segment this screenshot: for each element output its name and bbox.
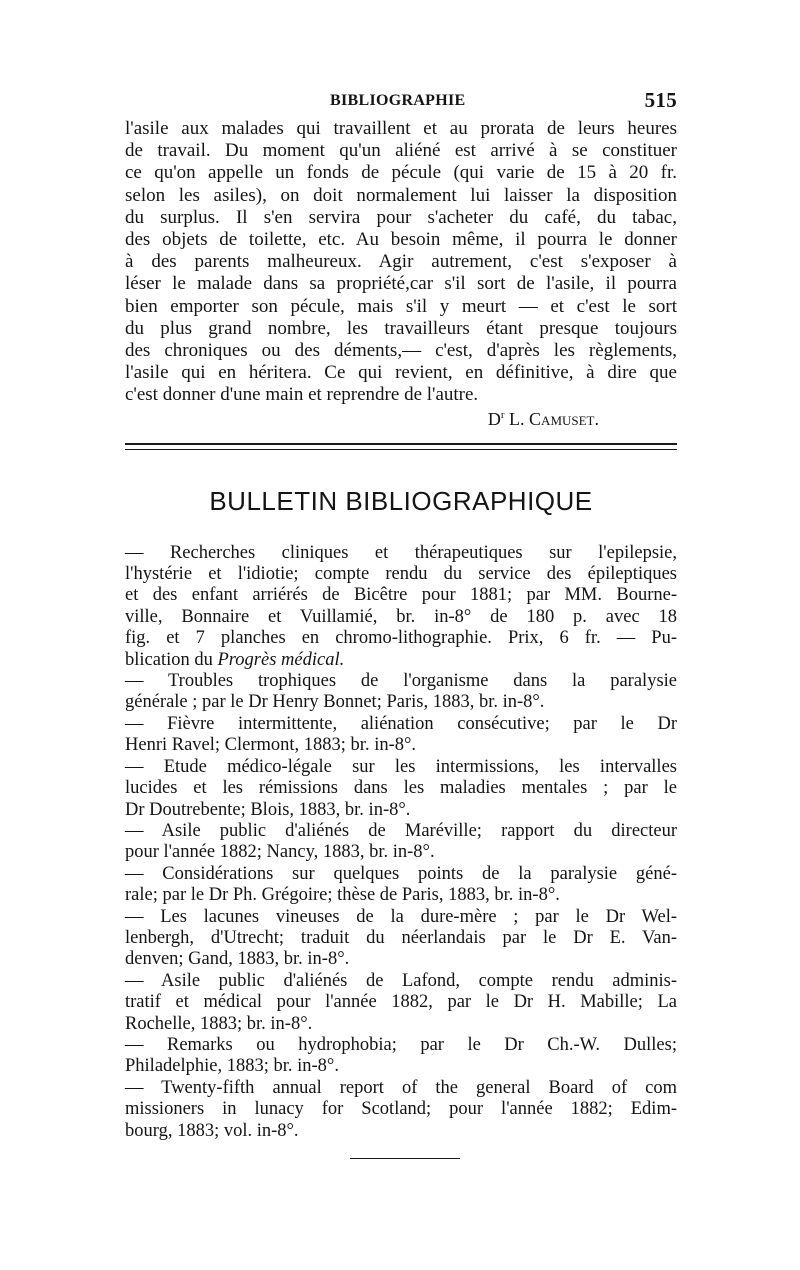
bulletin-title: BULLETIN BIBLIOGRAPHIQUE [209,485,593,516]
text-line [125,650,677,671]
bibliography-entry [125,671,677,714]
text-line: — Remarks ou hydrophobia; par le Dr Ch.-W. Dulles; [125,1034,677,1055]
text-line: tratif et médical pour l'année 1882, par le Dr H. Mabille; La [125,992,677,1013]
signature-name: Camuset. [529,408,599,429]
end-rule [350,1158,460,1159]
author-signature [125,409,677,433]
text-line: denven; Gand, 1883, br. in-8°. [125,949,350,970]
text-line: rale; par le Dr Ph. Grégoire; thèse de Paris, 1883, br. in-8°. [125,885,560,906]
bibliography-entry [125,907,677,971]
bibliography-entry [125,971,677,1035]
bibliography-entry [125,1035,677,1078]
text-line: — Fièvre intermittente, aliénation consécutive; par le Dr [125,713,677,734]
text-line: du surplus. Il s'en servira pour s'acheter du café, du tabac, [125,206,677,228]
page [125,88,677,1159]
text-line: lenbergh, d'Utrecht; traduit du néerlandais par le Dr E. Van- [125,927,677,948]
text-line: léser le malade dans sa propriété,car s'il sort de l'asile, il pourra [125,273,677,295]
bibliography-entry [125,864,677,907]
divider-thin-rule [125,449,677,450]
text-line: — Troubles trophiques de l'organisme dans la paralysie [125,671,677,692]
bibliography-entry [125,1078,677,1142]
article-continuation [125,118,677,407]
text-line: bien emporter son pécule, mais s'il y meurt — et c'est le sort [125,295,677,317]
text-line: ce qu'on appelle un fonds de pécule (qui varie de 15 à 20 fr. [125,162,677,184]
text-line: Rochelle, 1883; br. in-8°. [125,1013,313,1034]
text-line: selon les asiles), on doit normalement lui laisser la disposition [125,184,677,206]
text-line: — Twenty-fifth annual report of the general Board of com [125,1077,677,1098]
text-line: — Etude médico-légale sur les intermissions, les intervalles [125,756,677,777]
text-line: c'est donner d'une main et reprendre de l'autre. [125,384,479,406]
section-divider [125,443,677,450]
text-line: — Considérations sur quelques points de la paralysie géné- [125,863,677,884]
text-fragment: blication du [125,649,218,670]
divider-thick-rule [125,443,677,445]
text-line: pour l'année 1882; Nancy, 1883, br. in-8°. [125,842,435,863]
signature-initial: L. [509,408,525,429]
text-line: Dr Doutrebente; Blois, 1883, br. in-8°. [125,799,411,820]
text-line: des chroniques ou des déments,— c'est, d'après les règlements, [125,340,677,362]
page-number: 515 [644,88,677,112]
text-line: générale ; par le Dr Henry Bonnet; Paris, 1883, br. in-8°. [125,692,545,713]
bibliography-entry [125,714,677,757]
text-line: de travail. Du moment qu'un aliéné est arrivé à se constituer [125,140,677,162]
text-line: lucides et les rémissions dans les maladies mentales ; par le [125,778,677,799]
text-line: ville, Bonnaire et Vuillamié, br. in-8° de 180 p. avec 18 [125,606,677,627]
bibliography-entry [125,543,677,671]
text-line: bourg, 1883; vol. in-8°. [125,1120,299,1141]
text-line: des objets de toilette, etc. Au besoin même, il pourra le donner [125,229,677,251]
text-line: — Asile public d'aliénés de Lafond, compte rendu adminis- [125,970,677,991]
text-line: — Asile public d'aliénés de Maréville; rapport du directeur [125,820,677,841]
running-head-title: BIBLIOGRAPHIE [330,92,466,109]
text-line: — Recherches cliniques et thérapeutiques sur l'epilepsie, [125,542,677,563]
signature-prefix-sup: r [500,408,505,421]
running-head [125,88,677,118]
text-line: du plus grand nombre, les travailleurs étant presque toujours [125,317,677,339]
text-line: l'hystérie et l'idiotie; compte rendu du service des épileptiques [125,564,677,585]
text-line: et des enfant arriérés de Bicêtre pour 1881; par MM. Bourne- [125,585,677,606]
text-line: Philadelphie, 1883; br. in-8°. [125,1056,339,1077]
bibliography-entry [125,821,677,864]
bibliography-entries [125,543,677,1142]
text-line: — Les lacunes vineuses de la dure-mère ; par le Dr Wel- [125,906,677,927]
signature-prefix: D [487,408,501,429]
bibliography-entry [125,757,677,821]
text-line: l'asile qui en héritera. Ce qui revient, en définitive, à dire que [125,362,677,384]
text-line: missioners in lunacy for Scotland; pour l'année 1882; Edim- [125,1099,677,1120]
text-line: Henri Ravel; Clermont, 1883; br. in-8°. [125,735,417,756]
text-line: à des parents malheureux. Agir autrement, c'est s'exposer à [125,251,677,273]
text-line: fig. et 7 planches en chromo-lithographie. Prix, 6 fr. — Pu- [125,628,677,649]
publisher-italic: Progrès médical. [217,649,345,670]
text-line: l'asile aux malades qui travaillent et au prorata de leurs heures [125,118,677,139]
